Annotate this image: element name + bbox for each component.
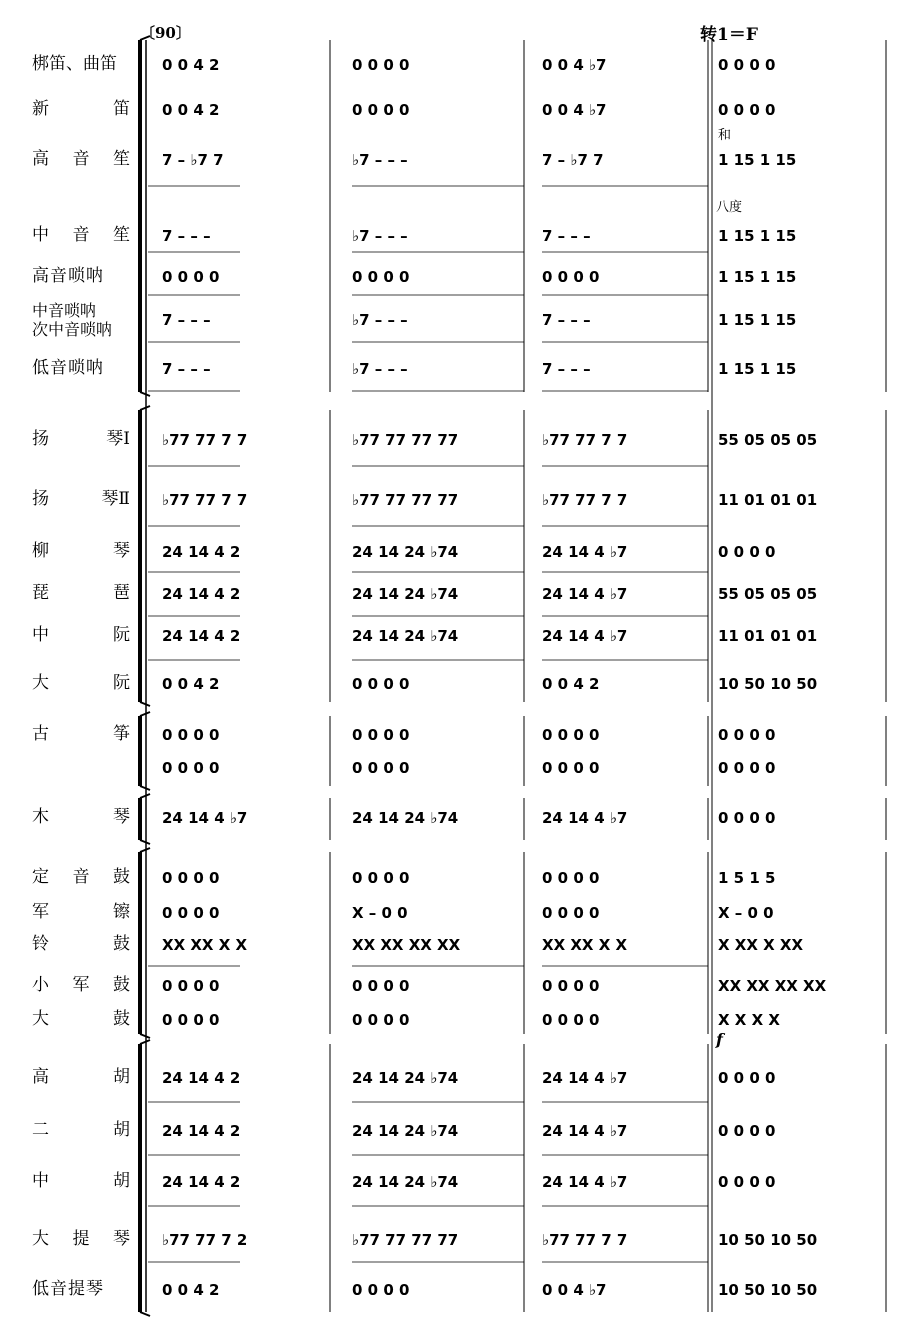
measure-daruan-4: 10 50 10 50: [718, 675, 818, 693]
instrument-label-gaosuona: 高音唢呐: [32, 266, 104, 286]
instrument-label-muqin: 木 琴: [32, 807, 130, 827]
instrument-label-gaosheng: 高 音 笙: [32, 149, 130, 169]
measure-xiaojungu-3: 0 0 0 0: [542, 977, 600, 995]
measure-daruan-2: 0 0 0 0: [352, 675, 410, 693]
measure-yangqin1-3: ♭77 77 7 7: [542, 431, 628, 449]
measure-junbo-1: 0 0 0 0: [162, 904, 220, 922]
measure-dingyingu-4: 1 5 1 5: [718, 869, 776, 887]
instrument-label-guzheng: 古 筝: [32, 724, 130, 744]
measure-yangqin2-1: ♭77 77 7 7: [162, 491, 248, 509]
instrument-label-erhu: 二 胡: [32, 1120, 130, 1140]
measure-disuona-2: ♭7 – – –: [352, 360, 408, 378]
measure-zhongsheng-4: 1 15 1 15: [718, 227, 797, 245]
measure-erhu-4: 0 0 0 0: [718, 1122, 776, 1140]
measure-guzheng-lower-2: 0 0 0 0: [352, 759, 410, 777]
measure-liuqin-2: 24 14 24 ♭74: [352, 543, 459, 561]
measure-zhonghu-2: 24 14 24 ♭74: [352, 1173, 459, 1191]
measure-erhu-2: 24 14 24 ♭74: [352, 1122, 459, 1140]
measure-diyintiqin-1: 0 0 4 2: [162, 1281, 220, 1299]
measure-linggu-2: XX XX XX XX: [352, 936, 461, 954]
instrument-label-linggu: 铃 鼓: [32, 934, 130, 954]
measure-diyintiqin-4: 10 50 10 50: [718, 1281, 818, 1299]
measure-gaosuona-2: 0 0 0 0: [352, 268, 410, 286]
instrument-label-bangdi: 梆笛、曲笛: [32, 54, 117, 74]
group-bracket-bottom-1: [140, 392, 150, 396]
measure-xindi-3: 0 0 4 ♭7: [542, 101, 607, 119]
measure-linggu-1: XX XX X X: [162, 936, 248, 954]
group-bracket-bottom-3: [140, 786, 150, 790]
group-bracket-bottom-5: [140, 1034, 150, 1038]
measure-gaosuona-1: 0 0 0 0: [162, 268, 220, 286]
measure-muqin-1: 24 14 4 ♭7: [162, 809, 248, 827]
measure-dagu-2: 0 0 0 0: [352, 1011, 410, 1029]
measure-datiqin-1: ♭77 77 7 2: [162, 1231, 248, 1249]
measure-zhongsuona-1: 7 – – –: [162, 311, 211, 329]
measure-guzheng-lower-1: 0 0 0 0: [162, 759, 220, 777]
measure-zhongsuona-3: 7 – – –: [542, 311, 591, 329]
measure-pipa-1: 24 14 4 2: [162, 585, 241, 603]
measure-yangqin1-2: ♭77 77 77 77: [352, 431, 459, 449]
measure-linggu-3: XX XX X X: [542, 936, 628, 954]
measure-dingyingu-1: 0 0 0 0: [162, 869, 220, 887]
measure-daruan-3: 0 0 4 2: [542, 675, 600, 693]
measure-zhonghu-4: 0 0 0 0: [718, 1173, 776, 1191]
instrument-label-datiqin: 大 提 琴: [32, 1229, 130, 1249]
measure-yangqin2-4: 11 01 01 01: [718, 491, 818, 509]
instrument-label-dagu: 大 鼓: [32, 1009, 130, 1029]
measure-pipa-2: 24 14 24 ♭74: [352, 585, 459, 603]
measure-muqin-2: 24 14 24 ♭74: [352, 809, 459, 827]
dynamic-forte: f: [716, 1030, 723, 1049]
measure-zhongsheng-3: 7 – – –: [542, 227, 591, 245]
measure-xiaojungu-4: XX XX XX XX: [718, 977, 827, 995]
measure-bangdi-4: 0 0 0 0: [718, 56, 776, 74]
measure-zhongruan-2: 24 14 24 ♭74: [352, 627, 459, 645]
instrument-label-yangqin1: 扬 琴Ⅰ: [32, 429, 130, 449]
measure-disuona-1: 7 – – –: [162, 360, 211, 378]
instrument-label-zhonghu: 中 胡: [32, 1171, 130, 1191]
instrument-label-daruan: 大 阮: [32, 673, 130, 693]
measure-junbo-2: X – 0 0: [352, 904, 408, 922]
measure-dingyingu-2: 0 0 0 0: [352, 869, 410, 887]
group-bracket-top-2: [140, 406, 150, 410]
instrument-label-junbo: 军 镲: [32, 902, 130, 922]
instrument-label-yangqin2: 扬 琴Ⅱ: [32, 489, 130, 509]
group-bracket-bottom-6: [140, 1312, 150, 1316]
measure-linggu-4: X XX X XX: [718, 936, 804, 954]
measure-xindi-1: 0 0 4 2: [162, 101, 220, 119]
measure-pipa-4: 55 05 05 05: [718, 585, 818, 603]
measure-guzheng-4: 0 0 0 0: [718, 726, 776, 744]
measure-junbo-3: 0 0 0 0: [542, 904, 600, 922]
instrument-label-xiaojungu: 小 军 鼓: [32, 975, 130, 995]
annotation-he: 和: [718, 128, 732, 143]
measure-zhonghu-1: 24 14 4 2: [162, 1173, 241, 1191]
instrument-label-zhongruan: 中 阮: [32, 625, 130, 645]
group-bracket-bottom-4: [140, 840, 150, 844]
measure-zhongsheng-1: 7 – – –: [162, 227, 211, 245]
measure-gaohu-4: 0 0 0 0: [718, 1069, 776, 1087]
measure-gaohu-3: 24 14 4 ♭7: [542, 1069, 628, 1087]
annotation-octave: 八度: [716, 200, 743, 215]
measure-yangqin1-4: 55 05 05 05: [718, 431, 818, 449]
group-bracket-top-5: [140, 848, 150, 852]
measure-datiqin-3: ♭77 77 7 7: [542, 1231, 628, 1249]
instrument-label-liuqin: 柳 琴: [32, 541, 130, 561]
measure-erhu-1: 24 14 4 2: [162, 1122, 241, 1140]
measure-gaosheng-4: 1 15 1 15: [718, 151, 797, 169]
group-bracket-bottom-2: [140, 702, 150, 706]
measure-gaohu-2: 24 14 24 ♭74: [352, 1069, 459, 1087]
measure-gaohu-1: 24 14 4 2: [162, 1069, 241, 1087]
measure-liuqin-4: 0 0 0 0: [718, 543, 776, 561]
measure-yangqin2-2: ♭77 77 77 77: [352, 491, 459, 509]
instrument-label-gaohu: 高 胡: [32, 1067, 130, 1087]
measure-gaosheng-1: 7 – ♭7 7: [162, 151, 224, 169]
measure-zhongsuona-2: ♭7 – – –: [352, 311, 408, 329]
instrument-label-diyintiqin: 低音提琴: [32, 1279, 104, 1299]
measure-liuqin-3: 24 14 4 ♭7: [542, 543, 628, 561]
measure-xindi-2: 0 0 0 0: [352, 101, 410, 119]
group-bracket-top-4: [140, 794, 150, 798]
measure-zhongsheng-2: ♭7 – – –: [352, 227, 408, 245]
measure-bangdi-3: 0 0 4 ♭7: [542, 56, 607, 74]
measure-erhu-3: 24 14 4 ♭7: [542, 1122, 628, 1140]
measure-gaosheng-2: ♭7 – – –: [352, 151, 408, 169]
measure-zhongruan-3: 24 14 4 ♭7: [542, 627, 628, 645]
measure-dagu-1: 0 0 0 0: [162, 1011, 220, 1029]
measure-bangdi-2: 0 0 0 0: [352, 56, 410, 74]
measure-gaosheng-3: 7 – ♭7 7: [542, 151, 604, 169]
measure-xiaojungu-2: 0 0 0 0: [352, 977, 410, 995]
measure-zhongruan-4: 11 01 01 01: [718, 627, 818, 645]
instrument-label-xindi: 新 笛: [32, 99, 130, 119]
measure-yangqin2-3: ♭77 77 7 7: [542, 491, 628, 509]
measure-xiaojungu-1: 0 0 0 0: [162, 977, 220, 995]
measure-guzheng-2: 0 0 0 0: [352, 726, 410, 744]
group-bracket-top-3: [140, 712, 150, 716]
measure-muqin-3: 24 14 4 ♭7: [542, 809, 628, 827]
measure-gaosuona-4: 1 15 1 15: [718, 268, 797, 286]
measure-dingyingu-3: 0 0 0 0: [542, 869, 600, 887]
measure-pipa-3: 24 14 4 ♭7: [542, 585, 628, 603]
measure-muqin-4: 0 0 0 0: [718, 809, 776, 827]
measure-dagu-3: 0 0 0 0: [542, 1011, 600, 1029]
measure-diyintiqin-3: 0 0 4 ♭7: [542, 1281, 607, 1299]
instrument-label-zhongsheng: 中 音 笙: [32, 225, 130, 245]
instrument-label-dingyingu: 定 音 鼓: [32, 867, 130, 887]
measure-zhongruan-1: 24 14 4 2: [162, 627, 241, 645]
measure-yangqin1-1: ♭77 77 7 7: [162, 431, 248, 449]
key-change-label: 转1＝F: [700, 25, 758, 45]
instrument-label-pipa: 琵 琶: [32, 583, 130, 603]
measure-guzheng-lower-3: 0 0 0 0: [542, 759, 600, 777]
measure-junbo-4: X – 0 0: [718, 904, 774, 922]
measure-daruan-1: 0 0 4 2: [162, 675, 220, 693]
instrument-label-zhongsuona: 中音唢呐 次中音唢呐: [32, 301, 113, 339]
measure-guzheng-lower-4: 0 0 0 0: [718, 759, 776, 777]
measure-datiqin-2: ♭77 77 77 77: [352, 1231, 459, 1249]
measure-bangdi-1: 0 0 4 2: [162, 56, 220, 74]
group-bracket-top-6: [140, 1040, 150, 1044]
measure-gaosuona-3: 0 0 0 0: [542, 268, 600, 286]
measure-liuqin-1: 24 14 4 2: [162, 543, 241, 561]
measure-datiqin-4: 10 50 10 50: [718, 1231, 818, 1249]
measure-guzheng-1: 0 0 0 0: [162, 726, 220, 744]
rehearsal-mark: 〔90〕: [140, 24, 191, 42]
measure-diyintiqin-2: 0 0 0 0: [352, 1281, 410, 1299]
measure-dagu-4: X X X X: [718, 1011, 780, 1029]
measure-disuona-3: 7 – – –: [542, 360, 591, 378]
measure-guzheng-3: 0 0 0 0: [542, 726, 600, 744]
measure-disuona-4: 1 15 1 15: [718, 360, 797, 378]
measure-zhonghu-3: 24 14 4 ♭7: [542, 1173, 628, 1191]
measure-xindi-4: 0 0 0 0: [718, 101, 776, 119]
instrument-label-disuona: 低音唢呐: [32, 358, 104, 378]
measure-zhongsuona-4: 1 15 1 15: [718, 311, 797, 329]
